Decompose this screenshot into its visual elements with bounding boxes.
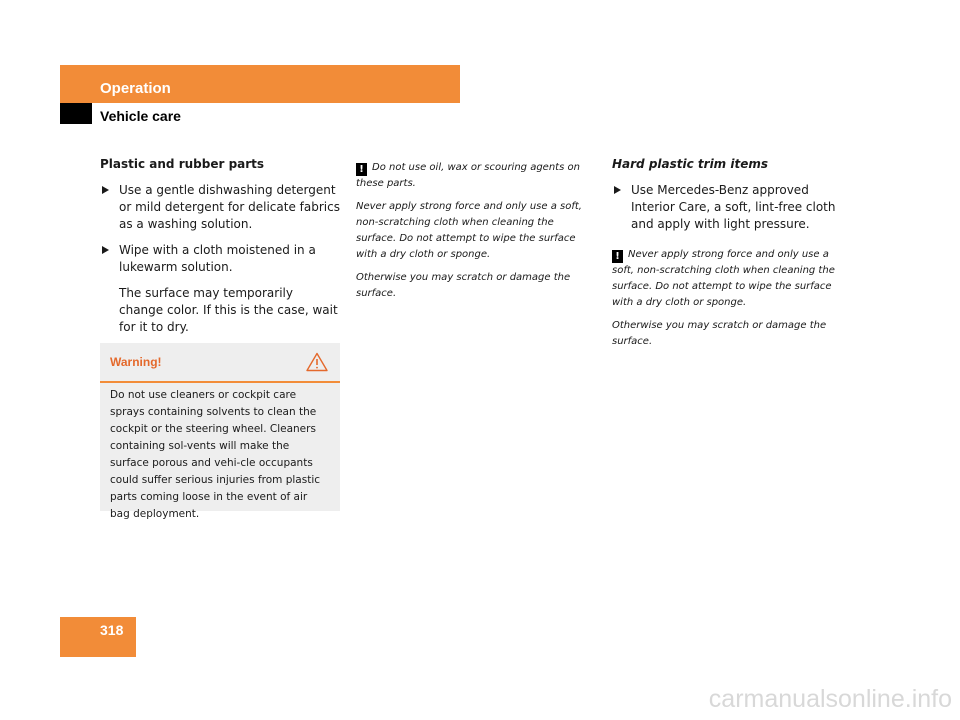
notice-paragraph: Never apply strong force and only use a soft, non-scratching cloth when cleaning the surface. Do not attempt to wipe the surface with a dry cloth or sponge. bbox=[356, 201, 582, 260]
bullet-arrow-icon bbox=[102, 186, 109, 194]
notice-paragraph bbox=[612, 247, 852, 311]
notice-text: Do not use oil, wax or scouring agents on these parts. bbox=[356, 162, 580, 189]
page-number-box bbox=[60, 617, 136, 657]
instruction-text: Use a gentle dishwashing detergent or mild detergent for delicate fabrics as a washing solution. bbox=[119, 183, 340, 231]
instruction-text: Use Mercedes-Benz approved Interior Care, a soft, lint-free cloth and apply with light pressure. bbox=[631, 183, 836, 231]
warning-text: Do not use cleaners or cockpit care sprays containing solvents to clean the cockpit or the steering wheel. Cleaners containing sol-vents will make the surface porous and vehi-cle occupants could suffer serious injuries from plastic parts coming loose in the event of air bag deployment. bbox=[110, 389, 321, 520]
instruction-text: Wipe with a cloth moistened in a lukewarm solution. bbox=[119, 243, 316, 274]
column-hard-plastic bbox=[612, 156, 852, 357]
plastic-rubber-heading: Plastic and rubber parts bbox=[100, 157, 265, 171]
column-notices bbox=[356, 160, 596, 309]
instruction-bullet bbox=[100, 182, 340, 233]
exclamation-icon: ! bbox=[356, 163, 367, 176]
watermark: carmanualsonline.info bbox=[708, 685, 952, 713]
section-tab-marker bbox=[60, 103, 92, 124]
hard-plastic-heading: Hard plastic trim items bbox=[612, 157, 768, 171]
warning-label: Warning! bbox=[110, 355, 162, 369]
column-plastic-rubber bbox=[100, 156, 340, 336]
warning-header bbox=[100, 343, 340, 383]
notice-paragraph: Otherwise you may scratch or damage the surface. bbox=[612, 320, 827, 347]
warning-box bbox=[100, 343, 340, 520]
exclamation-icon: ! bbox=[612, 250, 623, 263]
notice-paragraph: Otherwise you may scratch or damage the surface. bbox=[356, 272, 571, 299]
page-number: 318 bbox=[100, 622, 124, 638]
section-title: Operation bbox=[100, 80, 171, 97]
warning-triangle-icon bbox=[306, 352, 328, 372]
subsection-title: Vehicle care bbox=[100, 108, 181, 124]
notice-text: Never apply strong force and only use a soft, non-scratching cloth when cleaning the surface. Do not attempt to wipe the surface with a dry cloth or sponge. bbox=[612, 249, 835, 308]
instruction-bullet bbox=[100, 242, 340, 276]
bullet-arrow-icon bbox=[102, 246, 109, 254]
notice-paragraph bbox=[356, 160, 596, 192]
instruction-note: The surface may temporarily change color. If this is the case, wait for it to dry. bbox=[119, 286, 338, 334]
instruction-bullet bbox=[612, 182, 852, 233]
bullet-arrow-icon bbox=[614, 186, 621, 194]
